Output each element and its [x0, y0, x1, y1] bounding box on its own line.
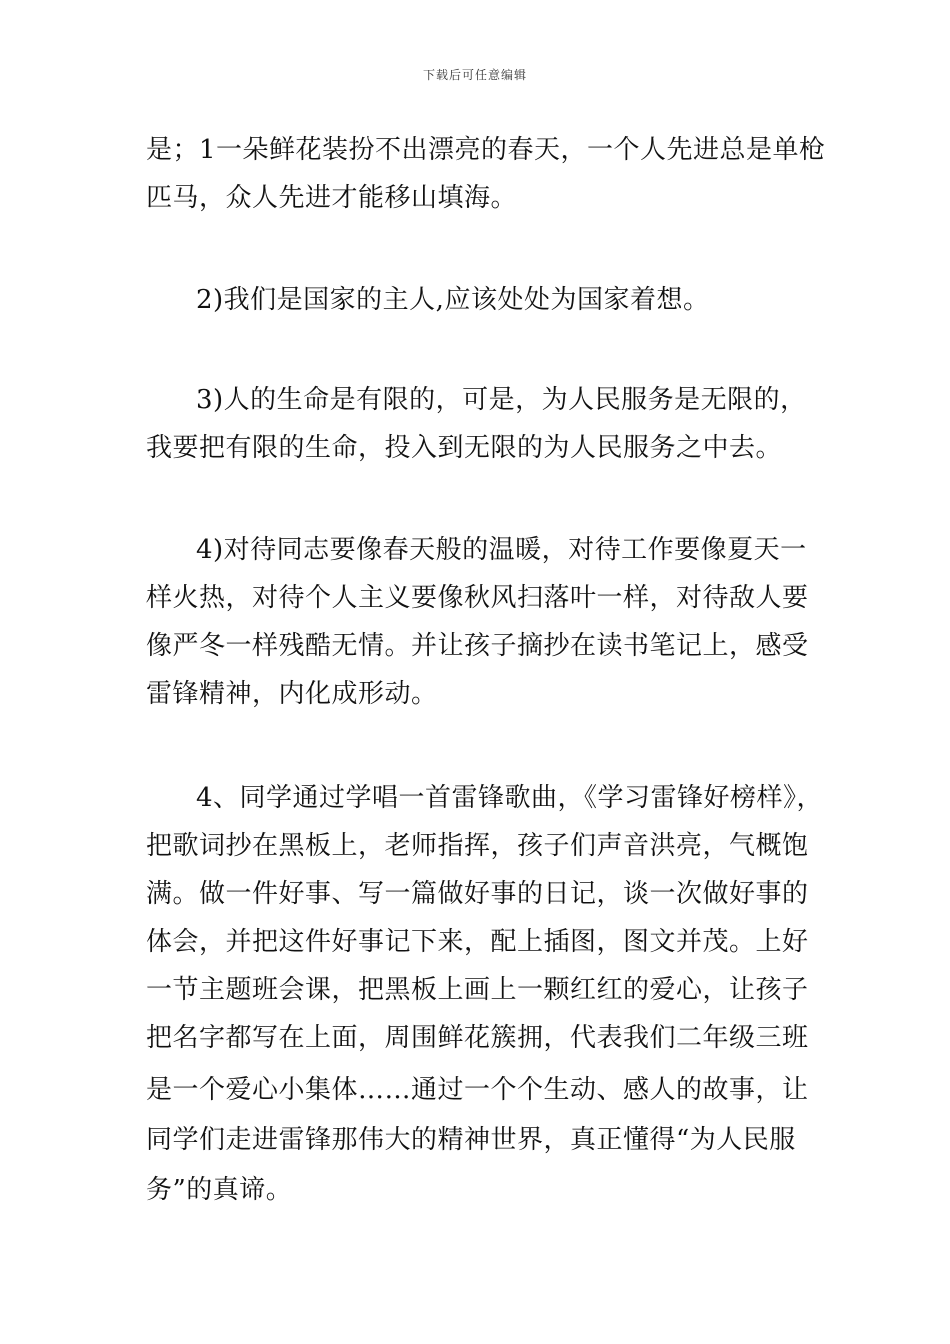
page-header: 下载后可任意编辑: [422, 68, 527, 82]
paragraph-line: 一节主题班会课，把黑板上画上一颗红红的爱心，让孩子: [146, 975, 809, 1005]
paragraph-line: 4、同学通过学唱一首雷锋歌曲，《学习雷锋好榜样》，: [196, 783, 824, 813]
paragraph-line: 务”的真谛。: [146, 1175, 293, 1205]
paragraph-line: 体会，并把这件好事记下来，配上插图，图文并茂。上好: [146, 927, 809, 957]
paragraph-line: 把名字都写在上面，周围鲜花簇拥，代表我们二年级三班: [146, 1023, 809, 1053]
paragraph-line: 4)对待同志要像春天般的温暖，对待工作要像夏天一: [196, 535, 807, 565]
paragraph-line: 是一个爱心小集体……通过一个个生动、感人的故事，让: [146, 1075, 809, 1105]
paragraph-line: 匹马，众人先进才能移山填海。: [146, 183, 518, 213]
paragraph-line: 把歌词抄在黑板上，老师指挥，孩子们声音洪亮，气概饱: [146, 831, 809, 861]
paragraph-line: 是；1一朵鲜花装扮不出漂亮的春天，一个人先进总是单枪: [146, 135, 826, 165]
paragraph-line: 我要把有限的生命，投入到无限的为人民服务之中去。: [146, 433, 783, 463]
paragraph-line: 2)我们是国家的主人,应该处处为国家着想。: [196, 285, 710, 315]
paragraph-line: 雷锋精神，内化成形动。: [146, 679, 438, 709]
paragraph-line: 样火热，对待个人主义要像秋风扫落叶一样，对待敌人要: [146, 583, 809, 613]
paragraph-line: 3)人的生命是有限的，可是，为人民服务是无限的，: [196, 385, 807, 415]
paragraph-line: 满。做一件好事、写一篇做好事的日记，谈一次做好事的: [146, 879, 809, 909]
paragraph-line: 像严冬一样残酷无情。并让孩子摘抄在读书笔记上，感受: [146, 631, 809, 661]
paragraph-line: 同学们走进雷锋那伟大的精神世界，真正懂得“为人民服: [146, 1125, 796, 1155]
